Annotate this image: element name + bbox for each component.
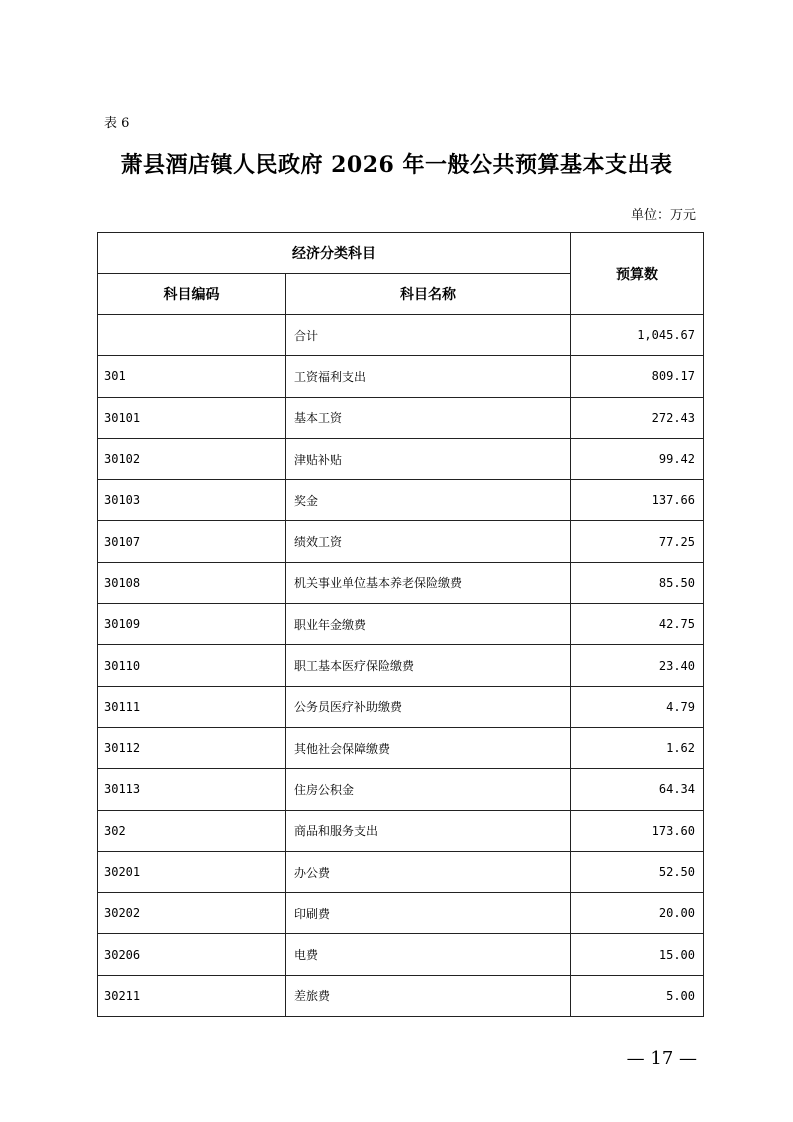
subject-name-cell: 机关事业单位基本养老保险缴费 — [286, 562, 571, 603]
budget-amount-cell: 137.66 — [571, 480, 704, 521]
header-subject-name: 科目名称 — [286, 274, 571, 315]
table-row — [98, 562, 704, 603]
budget-amount-cell: 52.50 — [571, 851, 704, 892]
budget-table — [97, 232, 704, 1017]
subject-name-cell: 职工基本医疗保险缴费 — [286, 645, 571, 686]
budget-amount-cell: 99.42 — [571, 438, 704, 479]
subject-code-cell: 30102 — [98, 438, 286, 479]
header-subject-code: 科目编码 — [98, 274, 286, 315]
subject-code-cell: 30107 — [98, 521, 286, 562]
budget-amount-cell: 77.25 — [571, 521, 704, 562]
table-row — [98, 975, 704, 1016]
budget-amount-cell: 272.43 — [571, 397, 704, 438]
subject-code-cell: 30109 — [98, 604, 286, 645]
table-row — [98, 769, 704, 810]
header-economic-classification: 经济分类科目 — [98, 233, 571, 274]
table-row — [98, 604, 704, 645]
subject-code-cell: 30202 — [98, 893, 286, 934]
budget-amount-cell: 85.50 — [571, 562, 704, 603]
subject-code-cell: 30101 — [98, 397, 286, 438]
subject-code-cell: 30113 — [98, 769, 286, 810]
table-row — [98, 851, 704, 892]
table-row — [98, 893, 704, 934]
budget-amount-cell: 64.34 — [571, 769, 704, 810]
budget-amount-cell: 23.40 — [571, 645, 704, 686]
table-row — [98, 315, 704, 356]
subject-name-cell: 办公费 — [286, 851, 571, 892]
budget-amount-cell: 42.75 — [571, 604, 704, 645]
table-label: 表 6 — [104, 116, 130, 131]
budget-amount-cell: 809.17 — [571, 356, 704, 397]
subject-code-cell — [98, 315, 286, 356]
subject-code-cell: 30103 — [98, 480, 286, 521]
table-row — [98, 686, 704, 727]
subject-name-cell: 合计 — [286, 315, 571, 356]
header-row-group — [98, 233, 704, 274]
table-row — [98, 356, 704, 397]
subject-name-cell: 绩效工资 — [286, 521, 571, 562]
subject-code-cell: 30201 — [98, 851, 286, 892]
subject-name-cell: 奖金 — [286, 480, 571, 521]
subject-name-cell: 住房公积金 — [286, 769, 571, 810]
subject-name-cell: 电费 — [286, 934, 571, 975]
budget-amount-cell: 1.62 — [571, 727, 704, 768]
subject-code-cell: 30206 — [98, 934, 286, 975]
budget-amount-cell: 5.00 — [571, 975, 704, 1016]
budget-amount-cell: 20.00 — [571, 893, 704, 934]
table-row — [98, 810, 704, 851]
subject-name-cell: 印刷费 — [286, 893, 571, 934]
budget-amount-cell: 4.79 — [571, 686, 704, 727]
budget-amount-cell: 15.00 — [571, 934, 704, 975]
subject-name-cell: 基本工资 — [286, 397, 571, 438]
subject-code-cell: 30111 — [98, 686, 286, 727]
subject-code-cell: 30108 — [98, 562, 286, 603]
page-number: — 17 — — [626, 1048, 697, 1069]
document-title: 萧县酒店镇人民政府 2026 年一般公共预算基本支出表 — [120, 152, 673, 178]
subject-code-cell: 30110 — [98, 645, 286, 686]
subject-name-cell: 职业年金缴费 — [286, 604, 571, 645]
budget-amount-cell: 173.60 — [571, 810, 704, 851]
subject-code-cell: 30211 — [98, 975, 286, 1016]
table-row — [98, 727, 704, 768]
table-row — [98, 438, 704, 479]
subject-name-cell: 差旅费 — [286, 975, 571, 1016]
subject-name-cell: 其他社会保障缴费 — [286, 727, 571, 768]
table-row — [98, 397, 704, 438]
table-row — [98, 480, 704, 521]
budget-amount-cell: 1,045.67 — [571, 315, 704, 356]
table-row — [98, 934, 704, 975]
unit-label: 单位：万元 — [630, 208, 696, 223]
subject-name-cell: 工资福利支出 — [286, 356, 571, 397]
subject-code-cell: 301 — [98, 356, 286, 397]
header-budget-amount: 预算数 — [571, 233, 704, 315]
subject-name-cell: 商品和服务支出 — [286, 810, 571, 851]
table-row — [98, 521, 704, 562]
table-row — [98, 645, 704, 686]
subject-name-cell: 公务员医疗补助缴费 — [286, 686, 571, 727]
subject-name-cell: 津贴补贴 — [286, 438, 571, 479]
subject-code-cell: 30112 — [98, 727, 286, 768]
subject-code-cell: 302 — [98, 810, 286, 851]
